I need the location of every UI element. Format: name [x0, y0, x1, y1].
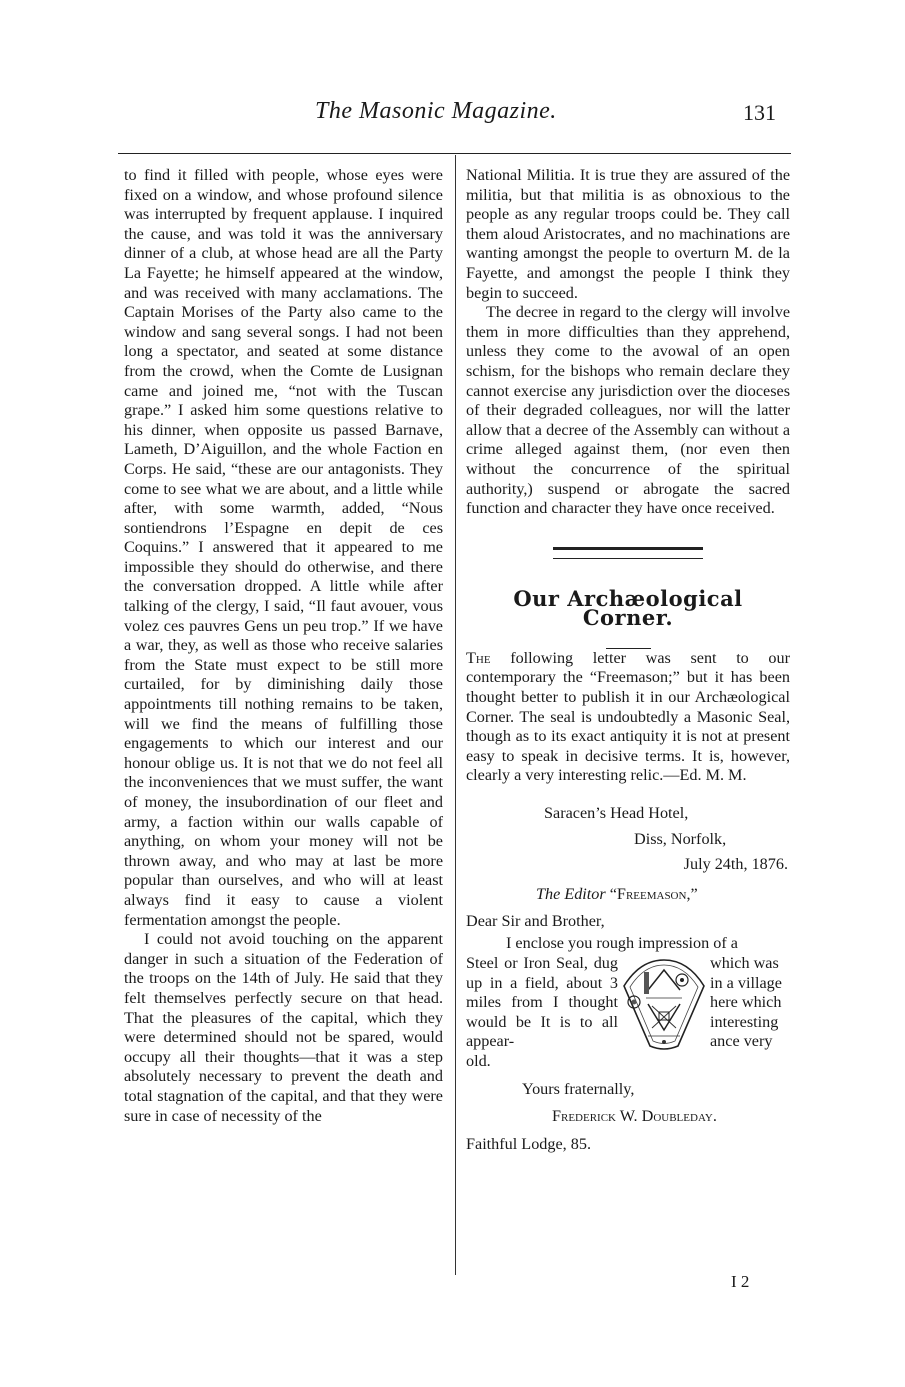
- lodge-name: Faithful Lodge, 85.: [466, 1134, 591, 1153]
- editorial-intro: [466, 649, 790, 786]
- left-paragraph-2: I could not avoid touching on the apparent danger in such a situation of the Federation of the troops on the 14th of July. He said that they felt themselves perfectly secure on that head. That the pleasures of the capital, which they were determined should not be spared, would occupy all their thoughts—that it was a step absolutely necessary to prevent the death and total stagnation of the capital, and that they were sure in case of necessity of the: [124, 930, 443, 1125]
- column-divider: [455, 155, 456, 1275]
- running-header: [0, 98, 905, 138]
- letter-first-line: I enclose you rough impression of a: [506, 934, 738, 952]
- letter-address-line-2: Diss, Norfolk,: [634, 829, 727, 848]
- right-paragraph-2: The decree in regard to the clergy will involve them in more difficulties than they apprehend, unless they come to the avowal of an open schism, for the bishops who remain declare they cannot exercise any jurisdiction over the dioceses of their degraded colleagues, nor will the latter allow that a decree of the Assembly can without a crime alleged against them, (nor even then without the concurrence of the spiritual authority,) suspend or abrogate the sacred function and character they have once received.: [466, 303, 790, 518]
- letter-last-line: old.: [466, 1052, 491, 1070]
- letter-address-line-1: Saracen’s Head Hotel,: [544, 804, 689, 823]
- left-paragraph-1: to find it filled with people, whose eyes were fixed on a window, and whose profound silence was interrupted by frequent applause. I inquired the cause, and was told it was the anniversary dinner of a club, at whose head are all the Party La Fayette; he himself appeared at the window, and was received with many acclamations. The Captain Morises of the Party also came to the window and sang several songs. I had not been long a spectator, and seated at some distance from the crowd, when the Comte de Lusignan came and joined me, “not with the Tuscan grape.” I asked him some questions relative to his dinner, when opposite us passed Barnave, Lameth, D’Aiguillon, and the whole Faction en Corps. He said, “these are our antagonists. They come to see what we are about, and a little while after, with some warmth, added, “Nous sontiendrons l’Espagne en depit de ces Coquins.” I answered that it appeared to me impossible they should do otherwise, and there the conversation dropped. A little while after talking of the clergy, I said, “Il faut avouer, vous volez ces pauvres Gens un peu trop.” If we have a war, they, as well as those who receive salaries from the State must expect to be still more curtailed, for by diminishing daily those appointments till nothing remains to be taken, will we find the means of fulfilling those engagements to which our interest and our honour oblige us. It is not that we do not feel all the inconveniences that we must suffer, the want of money, the insubordination of our fleet and army, a faction within our walls capable of anything, on whom your money will not be thrown away, and who may at last be more popular than ourselves, and who will at least always find it easy to cause a violent fermentation amongst the people.: [124, 166, 443, 929]
- section-title: Our Archæological Corner.: [513, 585, 743, 631]
- left-column: [124, 166, 443, 1126]
- letter-text-left: Steel or Iron Seal, dug up in a field, about 3 miles from I thought would be It is to all appear-: [466, 954, 618, 1051]
- recipient-name: “Freemason,”: [605, 884, 698, 903]
- header-rule: [118, 153, 791, 154]
- right-paragraph-1: National Militia. It is true they are assured of the militia, but that militia is as obnoxious to the people as any regular troops could be. They call them aloud Aristocrates, and no machinations are wanting amongst the people to overturn M. de la Fayette, and amongst the people I think they begin to succeed.: [466, 166, 790, 302]
- right-column: [466, 166, 790, 1154]
- intro-text: following letter was sent to our contemporary the “Freemason;” but it has been thought better to publish it in our Archæological Corner. The seal is undoubtedly a Masonic Seal, though as to its exact antiquity it is not at present easy to speak in decisive terms. It is, however, clearly a very interesting relic.—Ed. M. M.: [466, 648, 790, 785]
- letter-date: July 24th, 1876.: [683, 855, 788, 874]
- masonic-seal-icon: [618, 956, 710, 1052]
- letter-recipient: [466, 885, 790, 905]
- page-number: 131: [743, 100, 776, 125]
- letter-text-right: which was in a village here which interesting ance very: [710, 954, 782, 1051]
- section-ornament-rule: [553, 547, 703, 559]
- printer-signature-mark: I 2: [731, 1272, 750, 1291]
- recipient-prefix: The Editor: [536, 884, 606, 903]
- letter-salutation: Dear Sir and Brother,: [466, 912, 605, 931]
- letter-closing: Yours fraternally,: [522, 1079, 635, 1098]
- letter-body: [466, 934, 790, 1052]
- running-title: The Masonic Magazine.: [315, 98, 557, 124]
- letter-signature: Frederick W. Doubleday.: [552, 1107, 717, 1126]
- intro-lead-word: The: [466, 648, 491, 667]
